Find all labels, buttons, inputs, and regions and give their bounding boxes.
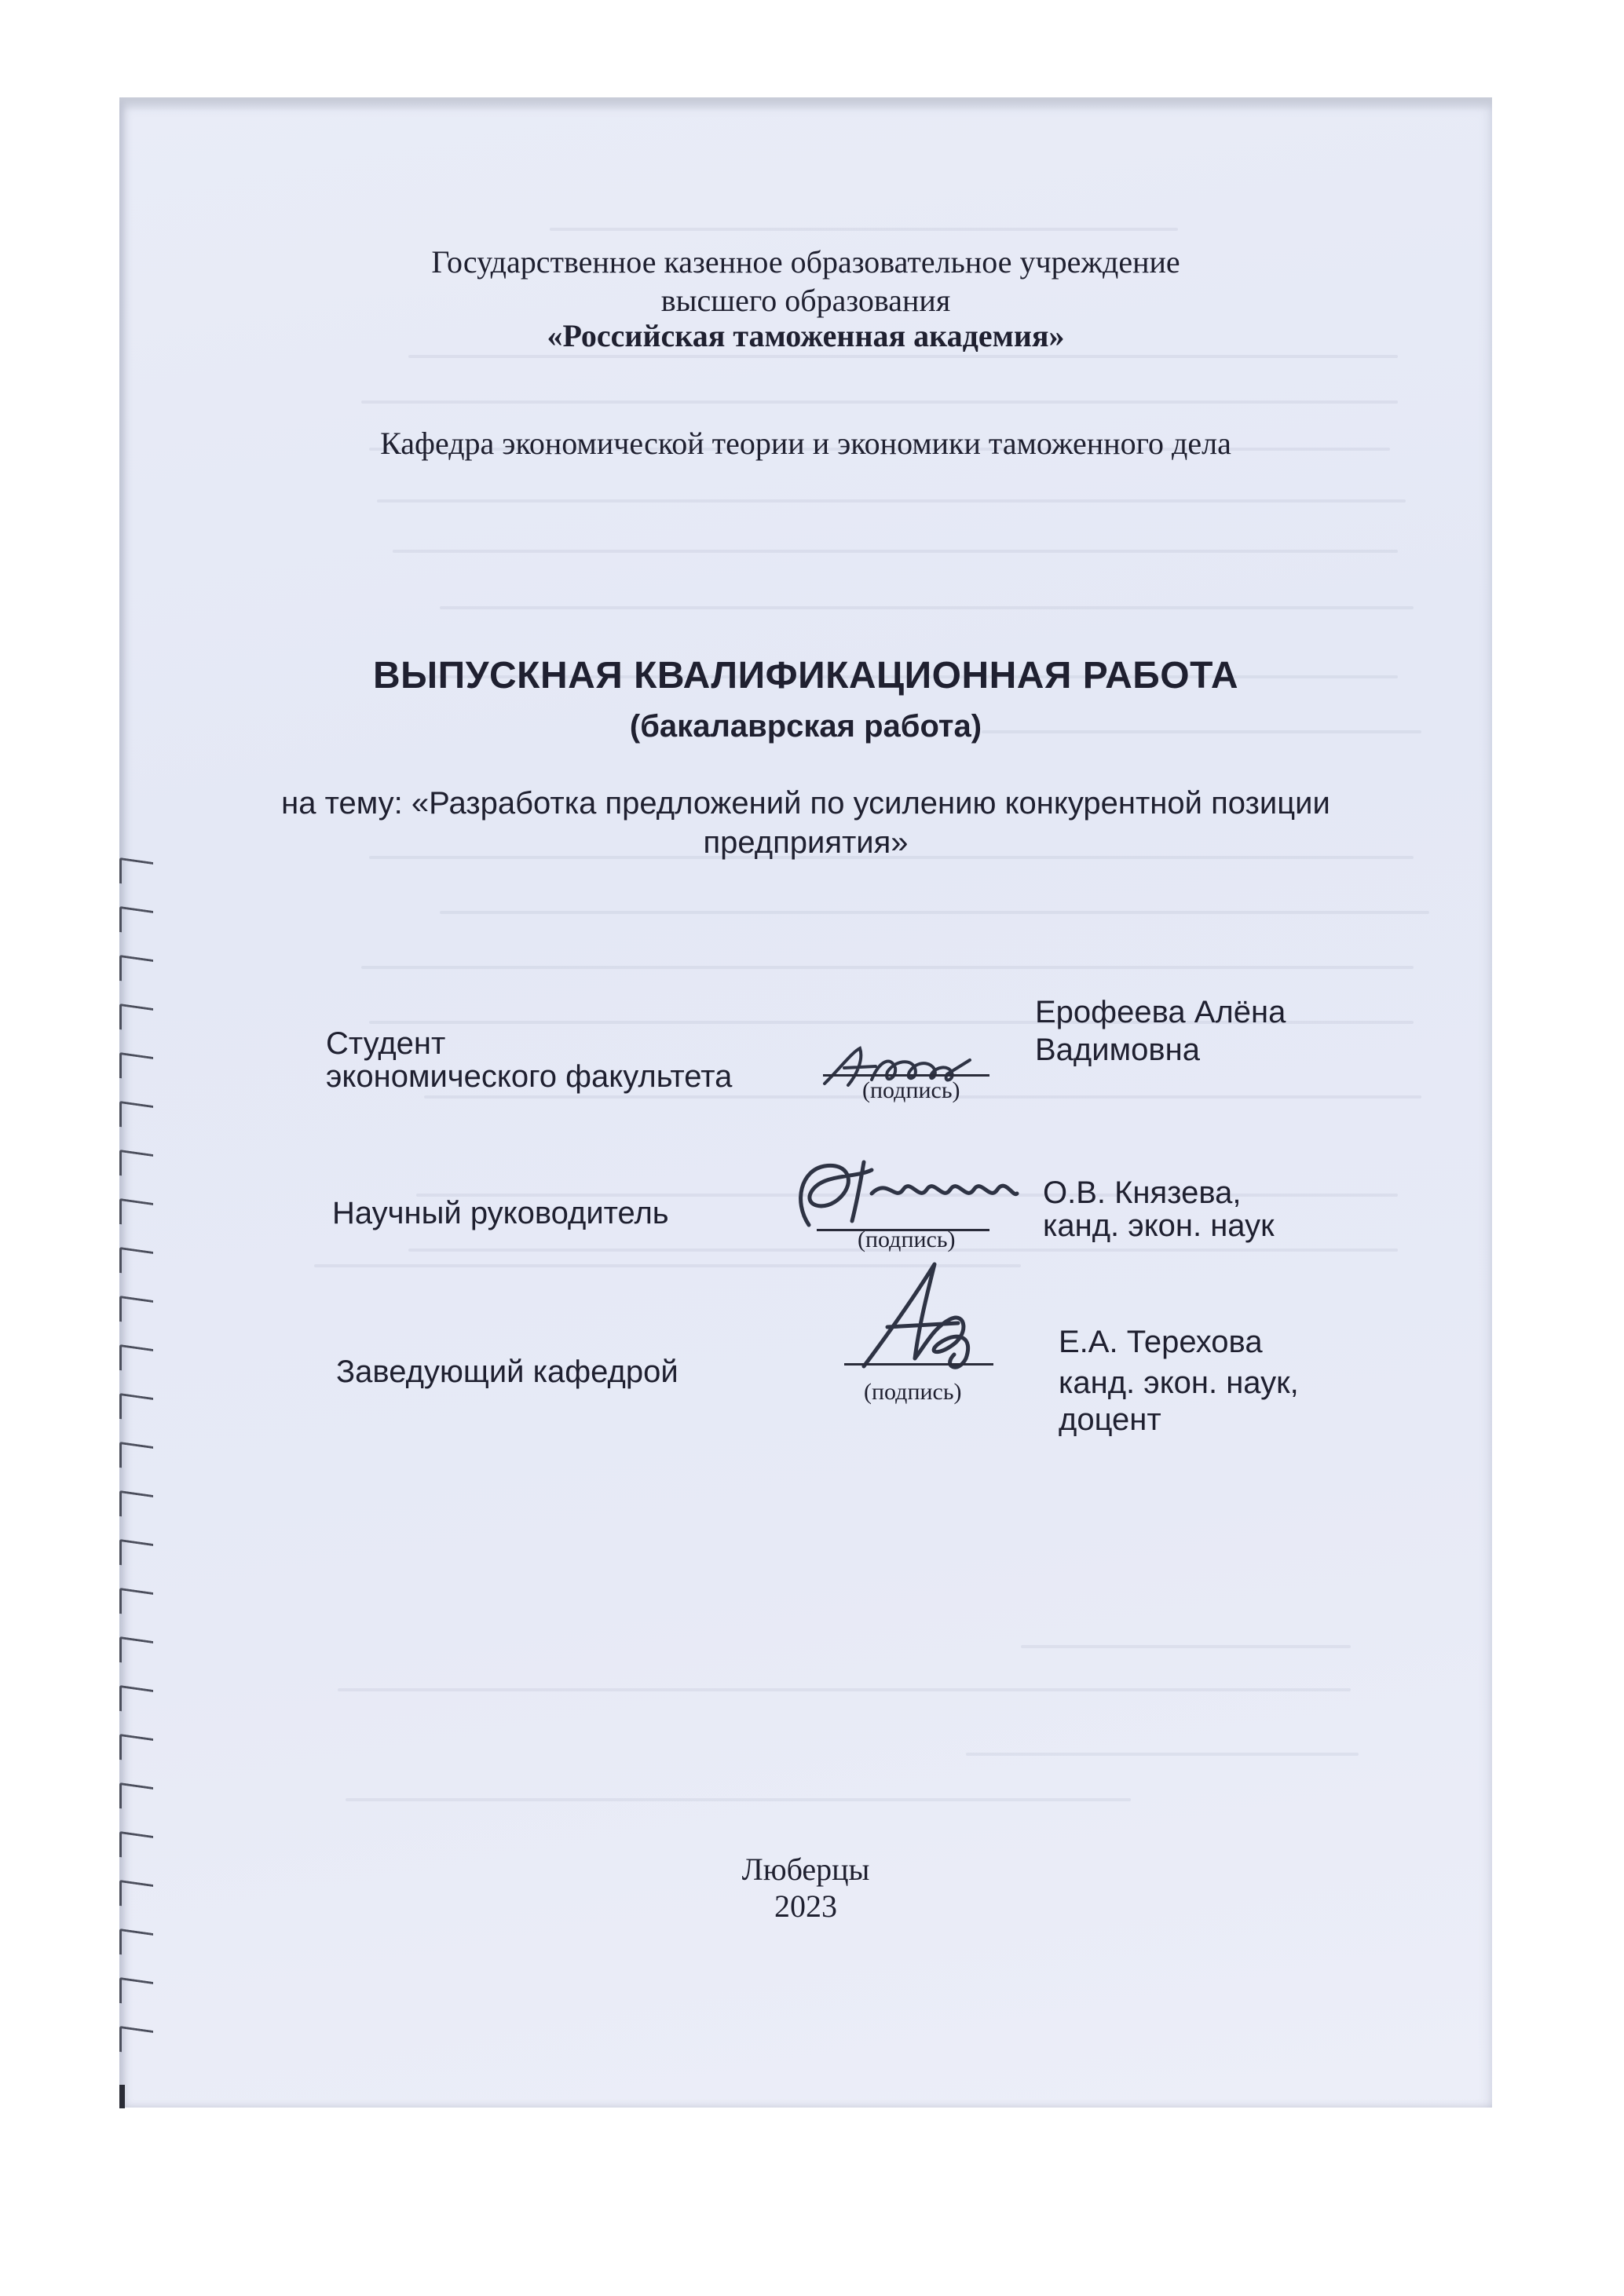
document-title: ВЫПУСКНАЯ КВАЛИФИКАЦИОННАЯ РАБОТА bbox=[372, 655, 1239, 696]
student-name-line-1: Ерофеева Алёна bbox=[1035, 995, 1286, 1029]
advisor-name-line-2: канд. экон. наук bbox=[1043, 1208, 1275, 1243]
head-name-line-1: Е.А. Терехова bbox=[1059, 1325, 1263, 1359]
year: 2023 bbox=[774, 1888, 837, 1924]
head-role: Заведующий кафедрой bbox=[336, 1355, 678, 1389]
topic-line-1: на тему: «Разработка предложений по усилению конкурентной позиции bbox=[281, 786, 1330, 821]
city: Люберцы bbox=[741, 1852, 870, 1887]
institution-line-1: Государственное казенное образовательное учреждение bbox=[431, 244, 1180, 280]
topic-line-2: предприятия» bbox=[703, 825, 909, 860]
head-name-line-3: доцент bbox=[1059, 1402, 1161, 1437]
paper-top-edge bbox=[119, 97, 1492, 112]
paper-sheet bbox=[119, 97, 1492, 2108]
head-name-line-2: канд. экон. наук, bbox=[1059, 1366, 1299, 1400]
student-signature-caption: (подпись) bbox=[862, 1077, 960, 1103]
department-name: Кафедра экономической теории и экономики таможенного дела bbox=[380, 426, 1231, 461]
student-role-line-2: экономического факультета bbox=[326, 1059, 733, 1094]
advisor-name-line-1: О.В. Князева, bbox=[1043, 1175, 1242, 1210]
institution-line-2: высшего образования bbox=[660, 283, 951, 318]
institution-name: «Российская таможенная академия» bbox=[547, 318, 1065, 353]
advisor-role: Научный руководитель bbox=[332, 1196, 669, 1230]
advisor-signature-caption: (подпись) bbox=[858, 1227, 956, 1252]
head-signature-line bbox=[844, 1363, 993, 1366]
student-role-line-1: Студент bbox=[326, 1026, 446, 1061]
student-signature-line bbox=[823, 1074, 989, 1077]
student-name-line-2: Вадимовна bbox=[1035, 1033, 1200, 1067]
head-signature-caption: (подпись) bbox=[864, 1379, 962, 1405]
document-subtitle: (бакалаврская работа) bbox=[629, 709, 982, 744]
